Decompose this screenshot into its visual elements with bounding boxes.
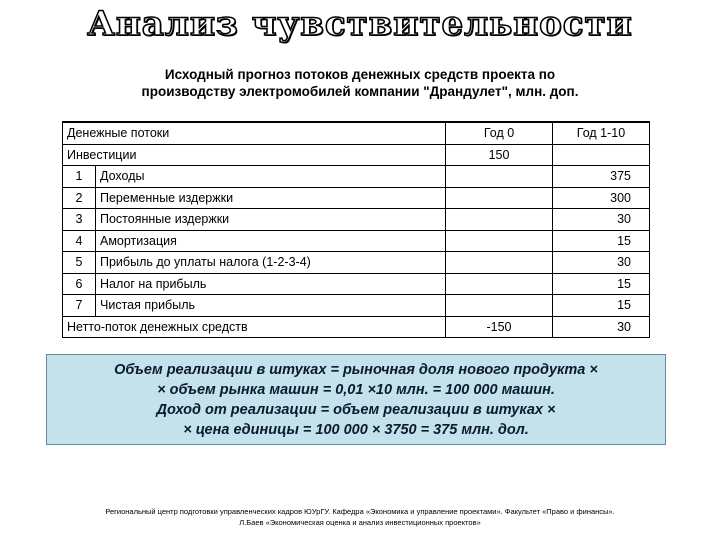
row-number: 3 [63,209,96,231]
row-year-0 [446,252,553,274]
footer-line-1: Региональный центр подготовки управленческих кадров ЮУрГУ. Кафедра «Экономика и управление проектами». Факультет «Право и финансы». [105,507,615,516]
investments-row [63,144,650,166]
row-year-1-10: 375 [553,166,650,188]
table-caption [110,66,610,100]
row-label: Прибыль до уплаты налога (1-2-3-4) [96,252,446,274]
footer [60,506,660,528]
header-cash-flows: Денежные потоки [63,122,446,144]
note-line-3: Доход от реализации = объем реализации в штуках × [156,402,556,418]
net-cash-flow-row [63,316,650,338]
row-year-1-10: 300 [553,187,650,209]
row-label: Налог на прибыль [96,273,446,295]
row-year-0 [446,273,553,295]
row-label: Амортизация [96,230,446,252]
row-number: 4 [63,230,96,252]
row-label: Постоянные издержки [96,209,446,231]
row-year-1-10: 15 [553,295,650,317]
row-year-0 [446,166,553,188]
table-row [63,187,650,209]
cash-flow-table [62,121,650,338]
row-year-1-10: 15 [553,230,650,252]
investments-label: Инвестиции [63,144,446,166]
header-year-1-10: Год 1-10 [553,122,650,144]
row-year-0 [446,230,553,252]
row-number: 5 [63,252,96,274]
row-number: 1 [63,166,96,188]
page-title: Анализ чувствительности [87,4,633,44]
caption-line-1: Исходный прогноз потоков денежных средств проекта по [164,67,556,82]
row-year-0 [446,209,553,231]
header-year-0: Год 0 [446,122,553,144]
net-cash-flow-year-0: -150 [446,316,553,338]
net-cash-flow-label: Нетто-поток денежных средств [63,316,446,338]
note-line-2: × объем рынка машин = 0,01 ×10 млн. = 100 000 машин. [157,382,555,398]
note-line-4: × цена единицы = 100 000 × 3750 = 375 млн. дол. [183,422,529,438]
table-row [63,166,650,188]
row-number: 2 [63,187,96,209]
row-year-1-10: 30 [553,252,650,274]
investments-year-1-10 [553,144,650,166]
row-number: 6 [63,273,96,295]
net-cash-flow-year-1-10: 30 [553,316,650,338]
table-header-row [63,122,650,144]
row-label: Переменные издержки [96,187,446,209]
row-number: 7 [63,295,96,317]
table-row [63,295,650,317]
calculation-note-box [46,354,666,445]
caption-line-2: производству электромобилей компании "Драндулет", млн. доп. [141,84,579,99]
footer-line-2: Л.Баев «Экономическая оценка и анализ инвестиционных проектов» [239,518,481,527]
row-label: Доходы [96,166,446,188]
table-row [63,252,650,274]
row-year-1-10: 30 [553,209,650,231]
table-row [63,230,650,252]
investments-year-0: 150 [446,144,553,166]
row-label: Чистая прибыль [96,295,446,317]
row-year-0 [446,187,553,209]
note-line-1: Объем реализации в штуках = рыночная доля нового продукта × [114,362,598,378]
table-row [63,209,650,231]
table-row [63,273,650,295]
row-year-0 [446,295,553,317]
row-year-1-10: 15 [553,273,650,295]
